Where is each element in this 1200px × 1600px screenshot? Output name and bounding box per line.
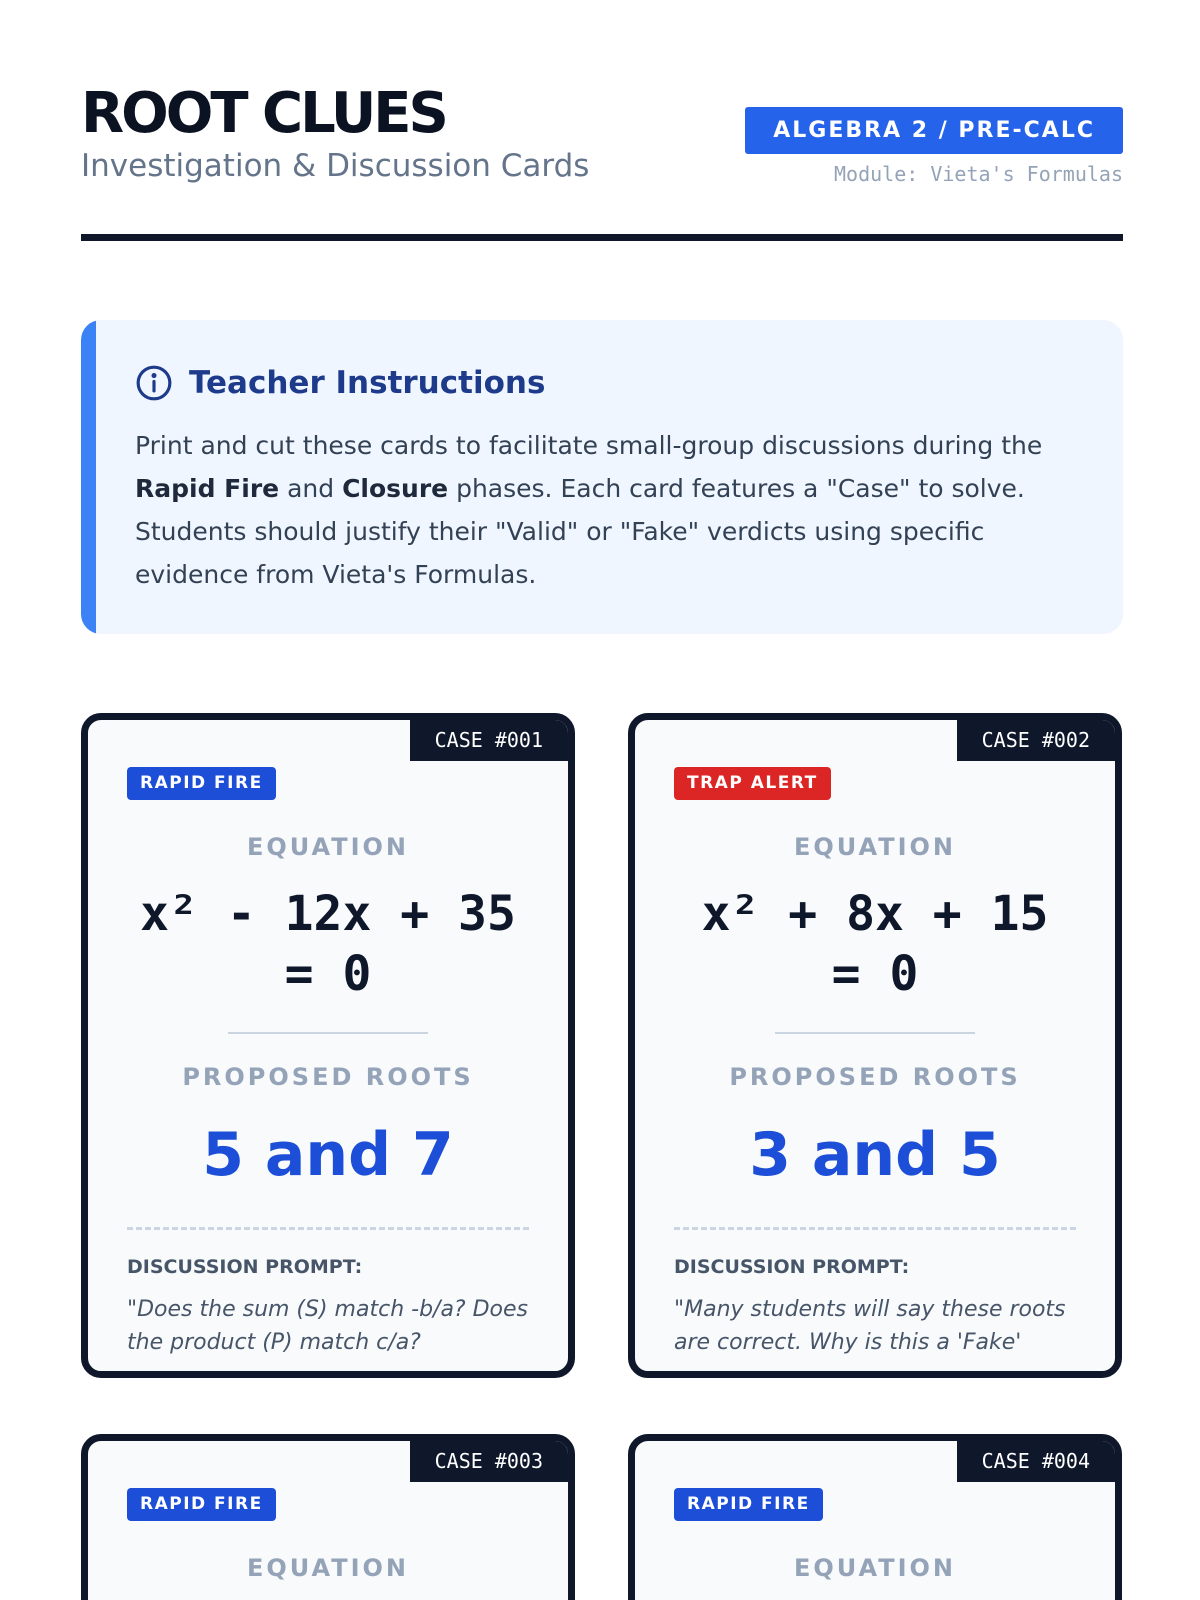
equation-label: EQUATION xyxy=(246,1554,410,1582)
proposed-roots-label: PROPOSED ROOTS xyxy=(182,1063,474,1091)
case-card xyxy=(628,713,1122,1378)
instructions-text-suffix: phases. Each card features a "Case" to solve. Students should justify their "Valid" or "Fake" verdicts using specific evidence from Vieta's Formulas. xyxy=(135,474,1025,589)
page-header xyxy=(81,81,1123,244)
equation-line: = 0 xyxy=(284,946,372,1002)
proposed-roots: 5 and 7 xyxy=(202,1120,454,1190)
equation-line: x² + 8x + 15 xyxy=(701,886,1049,942)
teacher-instructions-panel xyxy=(81,320,1123,634)
instructions-heading xyxy=(135,364,545,402)
course-badge: ALGEBRA 2 / PRE-CALC xyxy=(745,107,1123,154)
discussion-prompt-label: DISCUSSION PROMPT: xyxy=(674,1256,910,1278)
equation-label: EQUATION xyxy=(246,833,410,861)
instructions-text-joiner: and xyxy=(287,474,335,503)
card-divider xyxy=(228,1032,428,1034)
rapid-fire-tag: RAPID FIRE xyxy=(127,1488,276,1521)
dashed-divider xyxy=(674,1227,1076,1230)
instructions-text-prefix: Print and cut these cards to facilitate small-group discussions during the xyxy=(135,431,1043,460)
rapid-fire-tag: RAPID FIRE xyxy=(674,1488,823,1521)
card-divider xyxy=(775,1032,975,1034)
case-number-tab: CASE #001 xyxy=(410,720,568,761)
instructions-title: Teacher Instructions xyxy=(189,365,546,401)
instructions-phase-closure: Closure xyxy=(342,474,449,503)
dashed-divider xyxy=(127,1227,529,1230)
equation-label: EQUATION xyxy=(793,1554,957,1582)
trap-alert-tag: TRAP ALERT xyxy=(674,767,831,800)
equation-line: = 0 xyxy=(831,946,919,1002)
case-card xyxy=(81,1434,575,1600)
rapid-fire-tag: RAPID FIRE xyxy=(127,767,276,800)
instructions-accent-bar xyxy=(81,320,96,634)
instructions-body xyxy=(135,424,1075,596)
case-number-tab: CASE #004 xyxy=(957,1441,1115,1482)
equation-line: x² - 12x + 35 xyxy=(140,886,516,942)
discussion-prompt: "Many students will say these roots are correct. Why is this a 'Fake' xyxy=(674,1297,1066,1355)
proposed-roots: 3 and 5 xyxy=(749,1120,1001,1190)
page-subtitle: Investigation & Discussion Cards xyxy=(81,148,590,184)
case-number-tab: CASE #003 xyxy=(410,1441,568,1482)
case-card xyxy=(628,1434,1122,1600)
proposed-roots-label: PROPOSED ROOTS xyxy=(729,1063,1021,1091)
instructions-phase-rapid-fire: Rapid Fire xyxy=(135,474,280,503)
equation xyxy=(655,884,1095,1004)
equation xyxy=(108,884,548,1004)
case-card xyxy=(81,713,575,1378)
info-icon xyxy=(135,364,173,402)
discussion-prompt: "Does the sum (S) match -b/a? Does the product (P) match c/a? xyxy=(127,1297,528,1355)
discussion-prompt-label: DISCUSSION PROMPT: xyxy=(127,1256,363,1278)
equation-label: EQUATION xyxy=(793,833,957,861)
header-divider xyxy=(81,234,1123,241)
module-label: Module: Vieta's Formulas xyxy=(834,162,1123,186)
case-number-tab: CASE #002 xyxy=(957,720,1115,761)
page-title: ROOT CLUES xyxy=(81,81,446,146)
